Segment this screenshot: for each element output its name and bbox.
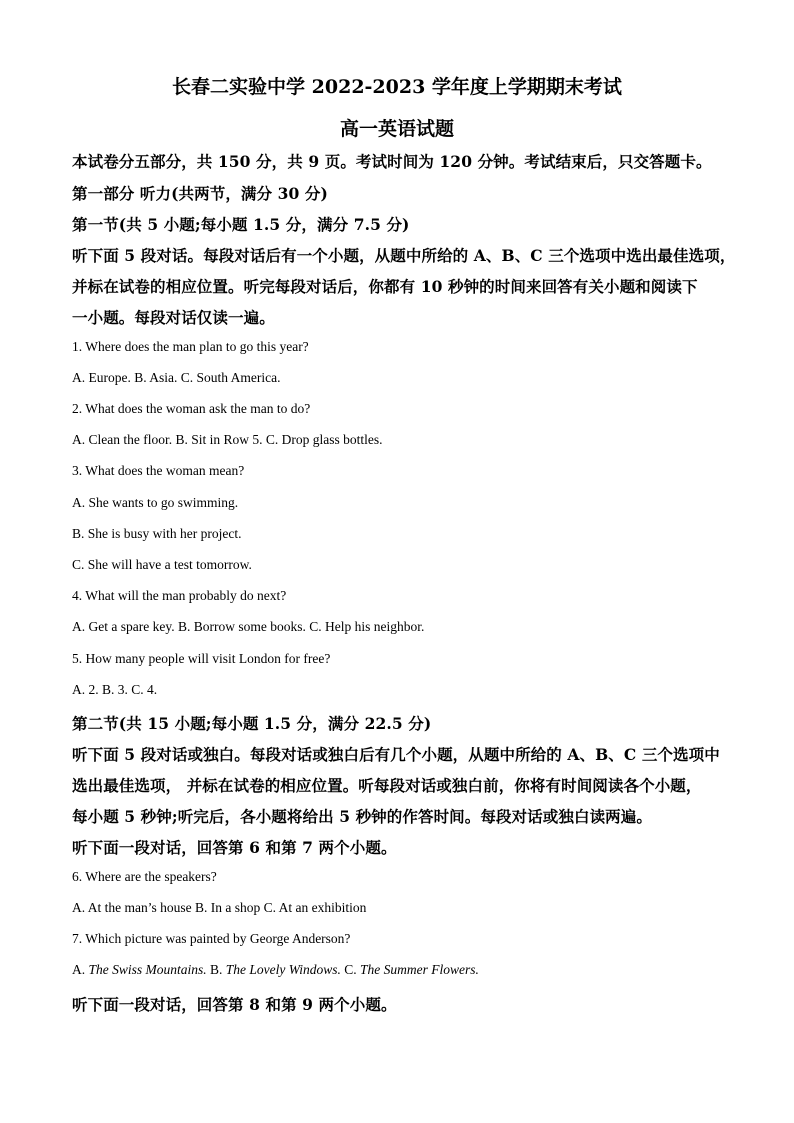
question-7-options	[72, 962, 479, 978]
question-3-option-c: C. She will have a test tomorrow.	[72, 557, 252, 572]
question-7: 7. Which picture was painted by George Anderson?	[72, 931, 351, 946]
question-6-options: A. At the man’s house B. In a shop C. At an exhibition	[72, 900, 367, 915]
option-a-prefix: A.	[72, 962, 89, 977]
page-subtitle: 高一英语试题	[339, 118, 454, 140]
section2-instruction-line: 选出最佳选项， 并标在试卷的相应位置。听每段对话或独白前，你将有时间阅读各个小题，	[72, 776, 702, 795]
exam-intro: 本试卷分五部分，共 150 分，共 9 页。考试时间为 120 分钟。考试结束后，只交答题卡。	[72, 152, 712, 171]
question-1-options: A. Europe. B. Asia. C. South America.	[72, 370, 281, 385]
option-c-title: The Summer Flowers.	[360, 962, 479, 977]
question-3-option-a: A. She wants to go swimming.	[72, 495, 239, 510]
dialog-8-9-instruction: 听下面一段对话，回答第 8 和第 9 两个小题。	[72, 995, 397, 1014]
section1-instruction-line: 听下面 5 段对话。每段对话后有一个小题，从题中所给的 A、B、C 三个选项中选出最佳选项，	[72, 246, 736, 265]
option-b-prefix: B.	[206, 962, 226, 977]
question-5: 5. How many people will visit London for free?	[72, 651, 331, 666]
question-2-options: A. Clean the floor. B. Sit in Row 5. C. Drop glass bottles.	[72, 432, 383, 447]
page-title: 长春二实验中学 2022-2023 学年度上学期期末考试	[172, 76, 622, 98]
section1-instruction-line: 一小题。每段对话仅读一遍。	[72, 308, 275, 327]
dialog-6-7-instruction: 听下面一段对话，回答第 6 和第 7 两个小题。	[72, 838, 397, 857]
option-a-title: The Swiss Mountains.	[88, 962, 207, 977]
section1-instruction-line: 并标在试卷的相应位置。听完每段对话后，你都有 10 秒钟的时间来回答有关小题和阅读下	[72, 277, 698, 296]
question-4-options: A. Get a spare key. B. Borrow some books. C. Help his neighbor.	[72, 619, 425, 634]
question-3: 3. What does the woman mean?	[72, 463, 245, 478]
option-c-prefix: C.	[340, 962, 361, 977]
question-6: 6. Where are the speakers?	[72, 869, 217, 884]
question-2: 2. What does the woman ask the man to do?	[72, 401, 311, 416]
question-1: 1. Where does the man plan to go this year?	[72, 339, 309, 354]
section2-instruction-line: 每小题 5 秒钟;听完后，各小题将给出 5 秒钟的作答时间。每段对话或独白读两遍。	[72, 807, 652, 826]
question-5-options: A. 2. B. 3. C. 4.	[72, 682, 158, 697]
part1-heading: 第一部分 听力(共两节，满分 30 分)	[72, 184, 328, 203]
question-3-option-b: B. She is busy with her project.	[72, 526, 242, 541]
section2-heading: 第二节(共 15 小题;每小题 1.5 分，满分 22.5 分)	[72, 714, 432, 733]
option-b-title: The Lovely Windows.	[225, 962, 341, 977]
question-4: 4. What will the man probably do next?	[72, 588, 287, 603]
section2-instruction-line: 听下面 5 段对话或独白。每段对话或独白后有几个小题，从题中所给的 A、B、C 三个选项中	[72, 745, 720, 764]
section1-heading: 第一节(共 5 小题;每小题 1.5 分，满分 7.5 分)	[72, 215, 410, 234]
